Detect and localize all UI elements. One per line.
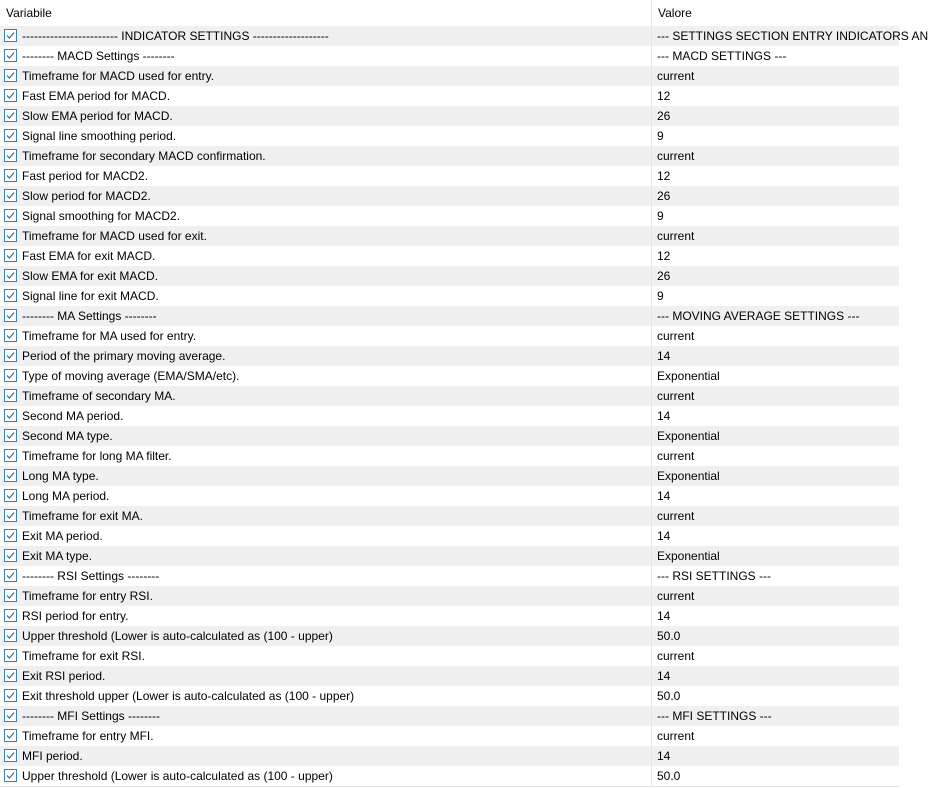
- checkmark-icon: [6, 251, 15, 260]
- table-row[interactable]: [0, 526, 899, 546]
- value-cell[interactable]: --- MACD SETTINGS ---: [657, 49, 787, 63]
- checkbox[interactable]: [4, 529, 17, 542]
- variable-cell[interactable]: [0, 266, 652, 286]
- checkbox[interactable]: [4, 209, 17, 222]
- checkmark-icon: [6, 651, 15, 660]
- variable-name: Timeframe for MACD used for exit.: [22, 229, 207, 243]
- variable-name: Timeframe for entry RSI.: [22, 589, 153, 603]
- variable-name: Upper threshold (Lower is auto-calculated as (100 - upper): [22, 629, 333, 643]
- value-cell[interactable]: 14: [657, 349, 671, 363]
- checkbox[interactable]: [4, 549, 17, 562]
- variable-cell[interactable]: [0, 146, 652, 166]
- checkmark-icon: [6, 451, 15, 460]
- table-row[interactable]: [0, 146, 899, 166]
- table-row[interactable]: [0, 566, 899, 586]
- variable-name: -------- MA Settings --------: [22, 309, 157, 323]
- variable-name: Slow EMA period for MACD.: [22, 109, 173, 123]
- checkmark-icon: [6, 51, 15, 60]
- variable-cell[interactable]: [0, 86, 652, 106]
- value-cell[interactable]: --- RSI SETTINGS ---: [657, 569, 771, 583]
- table-row[interactable]: [0, 26, 928, 46]
- checkbox[interactable]: [4, 69, 17, 82]
- value-cell[interactable]: 9: [657, 209, 664, 223]
- variable-name: MFI period.: [22, 749, 83, 763]
- variable-cell[interactable]: [0, 706, 652, 726]
- table-row[interactable]: [0, 346, 899, 366]
- checkbox[interactable]: [4, 349, 17, 362]
- variable-cell[interactable]: [0, 486, 652, 506]
- checkbox[interactable]: [4, 129, 17, 142]
- checkbox[interactable]: [4, 589, 17, 602]
- variable-name: Upper threshold (Lower is auto-calculated as (100 - upper): [22, 769, 333, 783]
- checkbox[interactable]: [4, 569, 17, 582]
- table-row[interactable]: [0, 366, 899, 386]
- variable-name: Exit MA period.: [22, 529, 103, 543]
- variable-cell[interactable]: [0, 246, 652, 266]
- table-row[interactable]: [0, 766, 899, 786]
- variable-cell[interactable]: [0, 466, 652, 486]
- value-cell[interactable]: current: [657, 729, 695, 743]
- table-row[interactable]: [0, 46, 899, 66]
- checkbox[interactable]: [4, 289, 17, 302]
- table-row[interactable]: [0, 266, 899, 286]
- value-cell[interactable]: current: [657, 649, 695, 663]
- checkmark-icon: [6, 471, 15, 480]
- table-row[interactable]: [0, 666, 899, 686]
- checkbox[interactable]: [4, 429, 17, 442]
- variable-cell[interactable]: [0, 526, 652, 546]
- checkmark-icon: [6, 191, 15, 200]
- variable-name: Exit threshold upper (Lower is auto-calculated as (100 - upper): [22, 689, 355, 703]
- checkbox[interactable]: [4, 49, 17, 62]
- value-cell[interactable]: 9: [657, 129, 664, 143]
- variable-name: Second MA period.: [22, 409, 124, 423]
- variable-cell[interactable]: [0, 766, 652, 786]
- table-row[interactable]: [0, 406, 899, 426]
- checkbox[interactable]: [4, 449, 17, 462]
- variable-name: Exit MA type.: [22, 549, 93, 563]
- variable-cell[interactable]: [0, 666, 652, 686]
- column-header-variable[interactable]: Variabile: [0, 0, 652, 26]
- value-cell[interactable]: Exponential: [657, 429, 720, 443]
- variable-cell[interactable]: [0, 326, 652, 346]
- table-row[interactable]: [0, 646, 899, 666]
- variable-name: Long MA period.: [22, 489, 110, 503]
- value-cell[interactable]: --- MFI SETTINGS ---: [657, 709, 772, 723]
- checkmark-icon: [6, 91, 15, 100]
- value-cell[interactable]: current: [657, 449, 695, 463]
- value-cell[interactable]: 14: [657, 669, 671, 683]
- table-row[interactable]: [0, 326, 899, 346]
- checkmark-icon: [6, 711, 15, 720]
- checkbox[interactable]: [4, 629, 17, 642]
- table-row[interactable]: [0, 106, 899, 126]
- value-cell[interactable]: 14: [657, 409, 671, 423]
- checkmark-icon: [6, 751, 15, 760]
- value-cell[interactable]: 26: [657, 269, 671, 283]
- table-row[interactable]: [0, 686, 899, 706]
- table-row[interactable]: [0, 306, 899, 326]
- checkbox[interactable]: [4, 689, 17, 702]
- variable-cell[interactable]: [0, 646, 652, 666]
- variable-cell[interactable]: [0, 626, 652, 646]
- table-row[interactable]: [0, 606, 899, 626]
- table-row[interactable]: [0, 166, 899, 186]
- value-cell[interactable]: 26: [657, 109, 671, 123]
- checkmark-icon: [6, 311, 15, 320]
- checkbox[interactable]: [4, 469, 17, 482]
- table-row[interactable]: [0, 706, 899, 726]
- checkbox[interactable]: [4, 309, 17, 322]
- table-row[interactable]: [0, 466, 899, 486]
- value-cell[interactable]: 50.0: [657, 629, 681, 643]
- checkmark-icon: [6, 571, 15, 580]
- table-row[interactable]: [0, 286, 899, 306]
- table-row[interactable]: [0, 206, 899, 226]
- checkbox[interactable]: [4, 709, 17, 722]
- table-row[interactable]: [0, 86, 899, 106]
- checkmark-icon: [6, 171, 15, 180]
- variable-name: Slow EMA for exit MACD.: [22, 269, 159, 283]
- table-row[interactable]: [0, 486, 899, 506]
- checkbox[interactable]: [4, 249, 17, 262]
- variable-name: Timeframe for exit RSI.: [22, 649, 145, 663]
- variable-cell[interactable]: [0, 746, 652, 766]
- variable-cell[interactable]: [0, 606, 652, 626]
- variable-cell[interactable]: [0, 106, 652, 126]
- table-row[interactable]: [0, 426, 899, 446]
- checkmark-icon: [6, 591, 15, 600]
- checkbox[interactable]: [4, 229, 17, 242]
- variable-name: -------- MACD Settings --------: [22, 49, 175, 63]
- value-cell[interactable]: current: [657, 329, 695, 343]
- value-cell[interactable]: 26: [657, 189, 671, 203]
- variable-name: Long MA type.: [22, 469, 99, 483]
- table-row[interactable]: [0, 746, 899, 766]
- table-row[interactable]: [0, 506, 899, 526]
- checkmark-icon: [6, 211, 15, 220]
- checkbox[interactable]: [4, 649, 17, 662]
- checkmark-icon: [6, 691, 15, 700]
- variable-name: Timeframe for exit MA.: [22, 509, 143, 523]
- variable-cell[interactable]: [0, 446, 652, 466]
- checkbox[interactable]: [4, 269, 17, 282]
- checkmark-icon: [6, 151, 15, 160]
- variable-cell[interactable]: [0, 386, 652, 406]
- value-cell[interactable]: 12: [657, 249, 671, 263]
- value-cell[interactable]: Exponential: [657, 469, 720, 483]
- table-row[interactable]: [0, 66, 899, 86]
- checkbox[interactable]: [4, 389, 17, 402]
- table-row[interactable]: [0, 386, 899, 406]
- checkmark-icon: [6, 231, 15, 240]
- checkmark-icon: [6, 611, 15, 620]
- variable-name: Timeframe for MA used for entry.: [22, 329, 197, 343]
- variable-name: Fast period for MACD2.: [22, 169, 149, 183]
- checkmark-icon: [6, 371, 15, 380]
- variable-cell[interactable]: [0, 66, 652, 86]
- checkmark-icon: [6, 131, 15, 140]
- value-cell[interactable]: 12: [657, 169, 671, 183]
- checkbox[interactable]: [4, 509, 17, 522]
- variable-cell[interactable]: [0, 226, 652, 246]
- table-row[interactable]: [0, 546, 899, 566]
- table-row[interactable]: [0, 186, 899, 206]
- variable-cell[interactable]: [0, 546, 652, 566]
- column-header-value[interactable]: Valore: [658, 6, 692, 20]
- variable-cell[interactable]: [0, 306, 652, 326]
- value-cell[interactable]: current: [657, 589, 695, 603]
- checkmark-icon: [6, 411, 15, 420]
- checkbox[interactable]: [4, 169, 17, 182]
- variable-cell[interactable]: [0, 286, 652, 306]
- variable-name: Timeframe for long MA filter.: [22, 449, 172, 463]
- value-cell[interactable]: --- MOVING AVERAGE SETTINGS ---: [657, 309, 860, 323]
- variable-name: Exit RSI period.: [22, 669, 106, 683]
- checkbox[interactable]: [4, 109, 17, 122]
- checkbox[interactable]: [4, 149, 17, 162]
- variable-name: Signal smoothing for MACD2.: [22, 209, 181, 223]
- checkmark-icon: [6, 671, 15, 680]
- table-row[interactable]: [0, 586, 899, 606]
- variable-name: Timeframe for MACD used for entry.: [22, 69, 215, 83]
- value-cell[interactable]: current: [657, 69, 695, 83]
- checkbox[interactable]: [4, 329, 17, 342]
- checkmark-icon: [6, 531, 15, 540]
- variable-name: Timeframe for entry MFI.: [22, 729, 154, 743]
- checkbox[interactable]: [4, 409, 17, 422]
- checkbox[interactable]: [4, 489, 17, 502]
- variable-cell[interactable]: [0, 566, 652, 586]
- variable-name: Fast EMA for exit MACD.: [22, 249, 156, 263]
- variable-cell[interactable]: [0, 126, 652, 146]
- checkmark-icon: [6, 291, 15, 300]
- variable-name: Slow period for MACD2.: [22, 189, 151, 203]
- variable-cell[interactable]: [0, 506, 652, 526]
- variable-name: RSI period for entry.: [22, 609, 129, 623]
- variable-cell[interactable]: [0, 206, 652, 226]
- variable-name: Signal line for exit MACD.: [22, 289, 159, 303]
- checkmark-icon: [6, 771, 15, 780]
- variable-cell[interactable]: [0, 166, 652, 186]
- value-cell[interactable]: Exponential: [657, 369, 720, 383]
- checkbox[interactable]: [4, 669, 17, 682]
- value-cell[interactable]: current: [657, 389, 695, 403]
- table-row[interactable]: [0, 126, 899, 146]
- variable-name: Timeframe of secondary MA.: [22, 389, 176, 403]
- checkmark-icon: [6, 491, 15, 500]
- checkmark-icon: [6, 731, 15, 740]
- variable-cell[interactable]: [0, 586, 652, 606]
- grid-header: [0, 0, 899, 27]
- checkbox[interactable]: [4, 89, 17, 102]
- variable-name: Second MA type.: [22, 429, 113, 443]
- value-cell[interactable]: 50.0: [657, 689, 681, 703]
- value-cell[interactable]: 9: [657, 289, 664, 303]
- checkmark-icon: [6, 71, 15, 80]
- value-cell[interactable]: 50.0: [657, 769, 681, 783]
- checkmark-icon: [6, 31, 15, 40]
- variable-name: Fast EMA period for MACD.: [22, 89, 171, 103]
- grid-rows: [0, 26, 928, 786]
- checkbox[interactable]: [4, 749, 17, 762]
- value-cell[interactable]: 14: [657, 529, 671, 543]
- checkmark-icon: [6, 631, 15, 640]
- checkmark-icon: [6, 331, 15, 340]
- checkmark-icon: [6, 391, 15, 400]
- value-cell[interactable]: current: [657, 509, 695, 523]
- checkbox[interactable]: [4, 729, 17, 742]
- variable-cell[interactable]: [0, 366, 652, 386]
- checkbox[interactable]: [4, 609, 17, 622]
- checkbox[interactable]: [4, 189, 17, 202]
- table-row[interactable]: [0, 226, 899, 246]
- checkmark-icon: [6, 351, 15, 360]
- value-cell[interactable]: Exponential: [657, 549, 720, 563]
- value-cell[interactable]: 12: [657, 89, 671, 103]
- value-cell[interactable]: current: [657, 149, 695, 163]
- value-cell[interactable]: current: [657, 229, 695, 243]
- checkmark-icon: [6, 551, 15, 560]
- checkbox[interactable]: [4, 29, 17, 42]
- variable-cell[interactable]: [0, 406, 652, 426]
- table-row[interactable]: [0, 246, 899, 266]
- table-row[interactable]: [0, 446, 899, 466]
- checkmark-icon: [6, 111, 15, 120]
- checkmark-icon: [6, 271, 15, 280]
- variable-name: Type of moving average (EMA/SMA/etc).: [22, 369, 240, 383]
- value-cell[interactable]: 14: [657, 489, 671, 503]
- variable-name: ------------------------ INDICATOR SETTINGS -------------------: [22, 29, 329, 43]
- variable-name: -------- MFI Settings --------: [22, 709, 160, 723]
- checkbox[interactable]: [4, 369, 17, 382]
- variable-name: -------- RSI Settings --------: [22, 569, 160, 583]
- value-cell[interactable]: --- SETTINGS SECTION ENTRY INDICATORS AN: [657, 29, 928, 43]
- variable-cell[interactable]: [0, 426, 652, 446]
- checkmark-icon: [6, 511, 15, 520]
- value-cell[interactable]: 14: [657, 749, 671, 763]
- grid-bottom-divider: [0, 786, 899, 787]
- variable-cell[interactable]: [0, 46, 652, 66]
- variable-cell[interactable]: [0, 186, 652, 206]
- variable-cell[interactable]: [0, 686, 652, 706]
- variable-name: Signal line smoothing period.: [22, 129, 177, 143]
- variable-name: Period of the primary moving average.: [22, 349, 226, 363]
- table-row[interactable]: [0, 726, 899, 746]
- checkbox[interactable]: [4, 769, 17, 782]
- value-cell[interactable]: 14: [657, 609, 671, 623]
- variable-cell[interactable]: [0, 26, 652, 46]
- checkmark-icon: [6, 431, 15, 440]
- variable-cell[interactable]: [0, 346, 652, 366]
- variable-name: Timeframe for secondary MACD confirmation.: [22, 149, 266, 163]
- variable-cell[interactable]: [0, 726, 652, 746]
- table-row[interactable]: [0, 626, 899, 646]
